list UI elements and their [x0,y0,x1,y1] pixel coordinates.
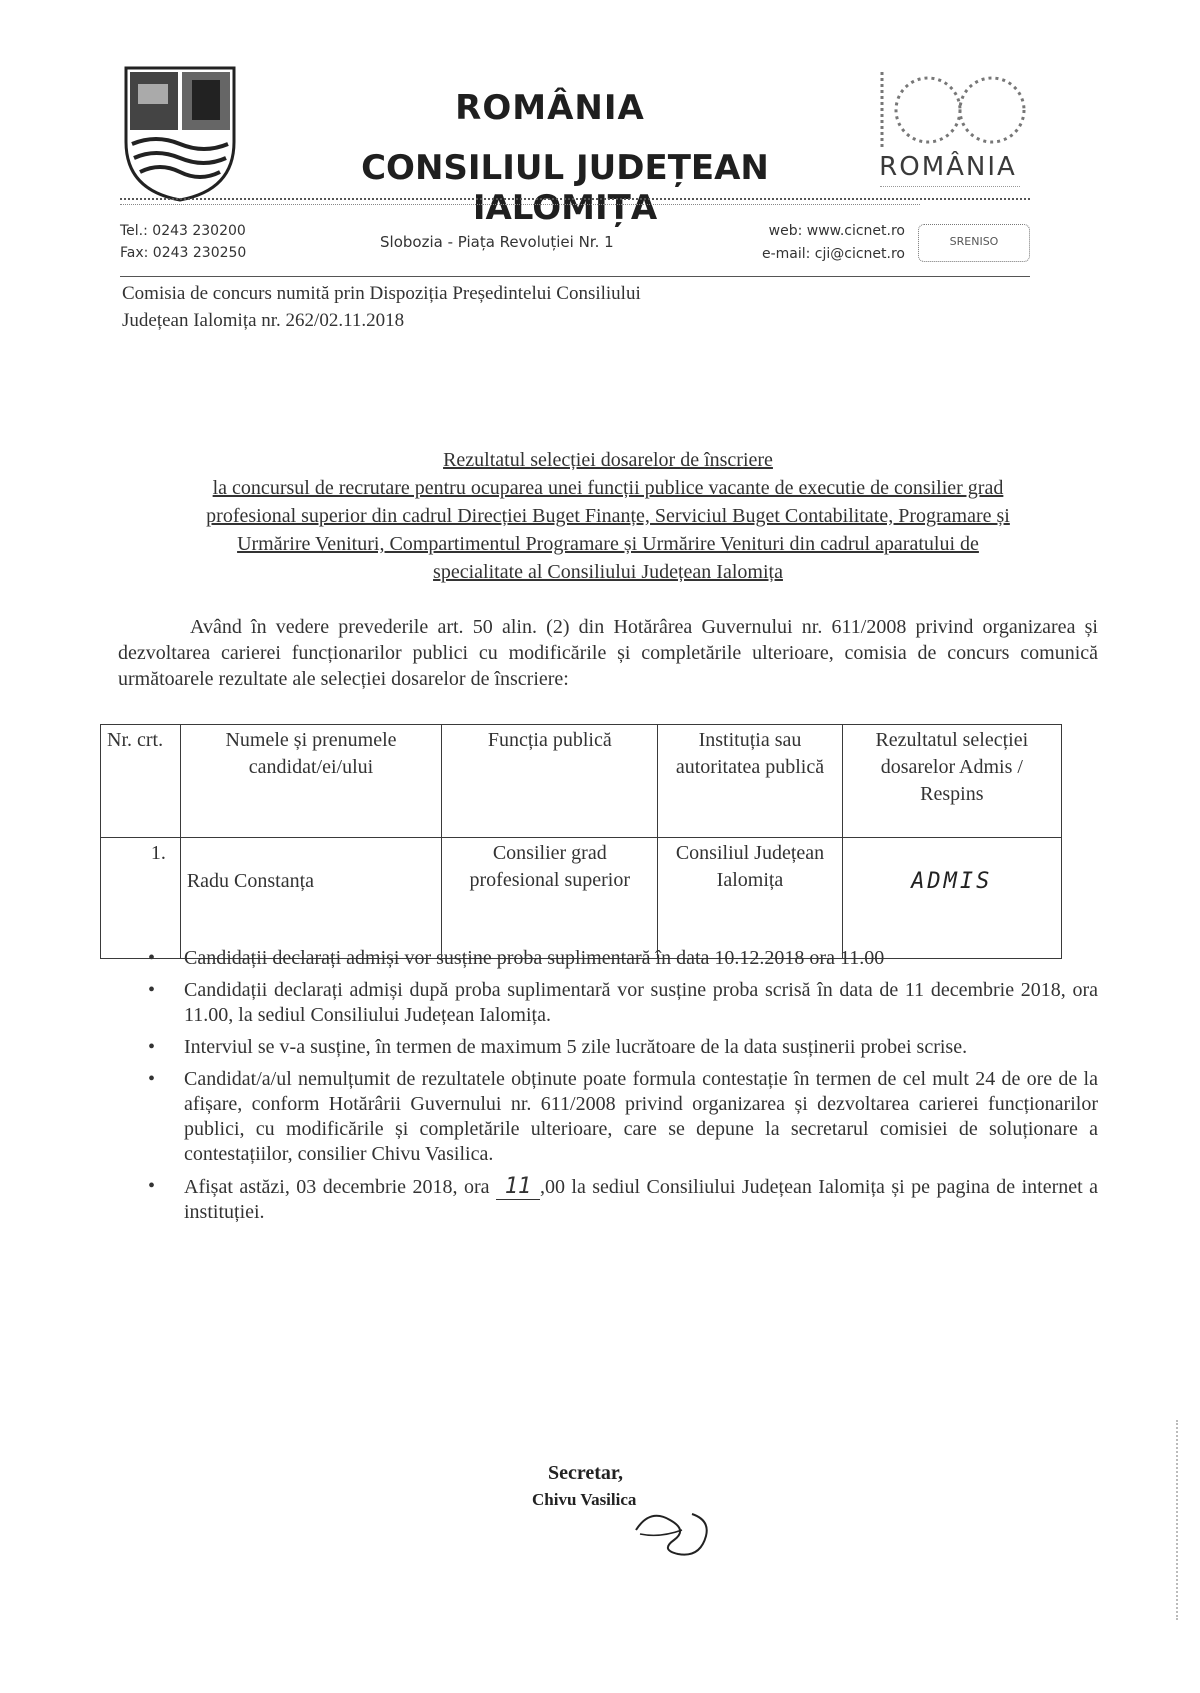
country-heading: ROMÂNIA [455,88,645,128]
title-line-2: la concursul de recrutare pentru ocuparea unei funcții publice vacante de executie de consilier grad [212,477,1004,499]
list-item: • Candidații declarați admiși după proba suplimentară vor susține proba scrisă în data de 11 decembrie 2018, ora 11.00, la sediul Consiliului Județean Ialomița. [118,978,1098,1028]
header-name: Numele și prenumele candidat/ei/ului [180,725,441,838]
intro-paragraph: Având în vedere prevederile art. 50 alin. (2) din Hotărârea Guvernului nr. 611/2008 privind organizarea și dezvoltarea carierei funcționarilor publici cu modificările și completările ulterioare, comisia de concurs comunică următoarele rezultate ale selecției dosarelor de înscriere: [118,616,1098,690]
notes-list [118,946,1098,1232]
centenary-logo-text: ROMÂNIA [879,152,1017,182]
table-row [101,838,1062,959]
certification-badge: SRENISO [918,224,1030,262]
phone-number: Tel.: 0243 230200 [120,223,246,239]
list-item [118,1174,1098,1225]
address: Slobozia - Piața Revoluției Nr. 1 [380,233,614,251]
contact-phone-fax [120,220,246,264]
header-result: Rezultatul selecției dosarelor Admis / Respins [842,725,1061,838]
signature-title: Secretar, [548,1462,623,1484]
commission-line-2: Județean Ialomița nr. 262/02.11.2018 [122,310,405,331]
title-line-4: Urmărire Venituri, Compartimentul Programare și Urmărire Venituri din cadrul aparatului de [237,533,979,555]
title-line-5: specialitate al Consiliului Județean Ialomița [433,561,783,583]
list-item: • Candidat/a/ul nemulțumit de rezultatele obținute poate formula contestație în termen de cel mult 24 de ore de la afișare, conform Hotărârii Guvernului nr. 611/2008 privind organizarea și dezvoltarea carierei funcționarilor publici, cu modificările și completările ulterioare, care se depune la secretarul comisiei de soluționare a contestațiilor, consilier Chivu Vasilica. [118,1067,1098,1167]
county-coat-of-arms-icon [120,62,240,204]
website: web: www.cicnet.ro [768,223,905,239]
title-line-3: profesional superior din cadrul Direcției Buget Finanțe, Serviciul Buget Contabilitate, Programare și [206,505,1010,527]
posting-text-end: ,00 la sediul Consiliului Județean Ialomița și pe pagina de internet a instituției. [184,1176,1098,1223]
signature-name: Chivu Vasilica [532,1490,637,1509]
cell-nr: 1. [101,838,181,959]
romania-centenary-logo-icon [870,66,1030,156]
list-item: • Interviul se v-a susține, în termen de maximum 5 zile lucrătoare de la data susținerii probei scrise. [118,1035,1098,1060]
header-institution: Instituția sau autoritatea publică [658,725,842,838]
table-header-row [101,725,1062,838]
list-item: • Candidații declarați admiși vor susține proba suplimentară în data 10.12.2018 ora 11.00 [118,946,1098,971]
email: e-mail: cji@cicnet.ro [761,246,905,262]
fax-number: Fax: 0243 230250 [120,245,247,261]
handwritten-hour: 11 [496,1174,540,1200]
document-title [118,446,1098,586]
scan-margin-marks [1176,1420,1182,1620]
logo-tagline-divider [880,186,1020,191]
results-table [100,724,1062,959]
contact-web-email [705,220,905,266]
cell-result [842,838,1061,959]
title-line-1: Rezultatul selecției dosarelor de înscriere [443,449,773,471]
header-divider [120,198,1030,200]
cell-institution: Consiliul Județean Ialomița [658,838,842,959]
cell-name: Radu Constanța [180,838,441,959]
header-divider-secondary [120,204,920,205]
handwritten-signature-icon [630,1500,720,1560]
header-function: Funcția publică [442,725,658,838]
commission-line-1: Comisia de concurs numită prin Dispoziția Președintelui Consiliului [122,283,641,304]
handwritten-result: ADMIS [911,869,993,894]
posting-text-start: Afișat astăzi, 03 decembrie 2018, ora [184,1176,496,1198]
header-nr: Nr. crt. [101,725,181,838]
cell-function: Consilier grad profesional superior [442,838,658,959]
commission-reference [122,280,842,334]
header-rule [120,276,1030,277]
council-heading: CONSILIUL JUDEȚEAN IALOMIȚA [361,148,769,228]
